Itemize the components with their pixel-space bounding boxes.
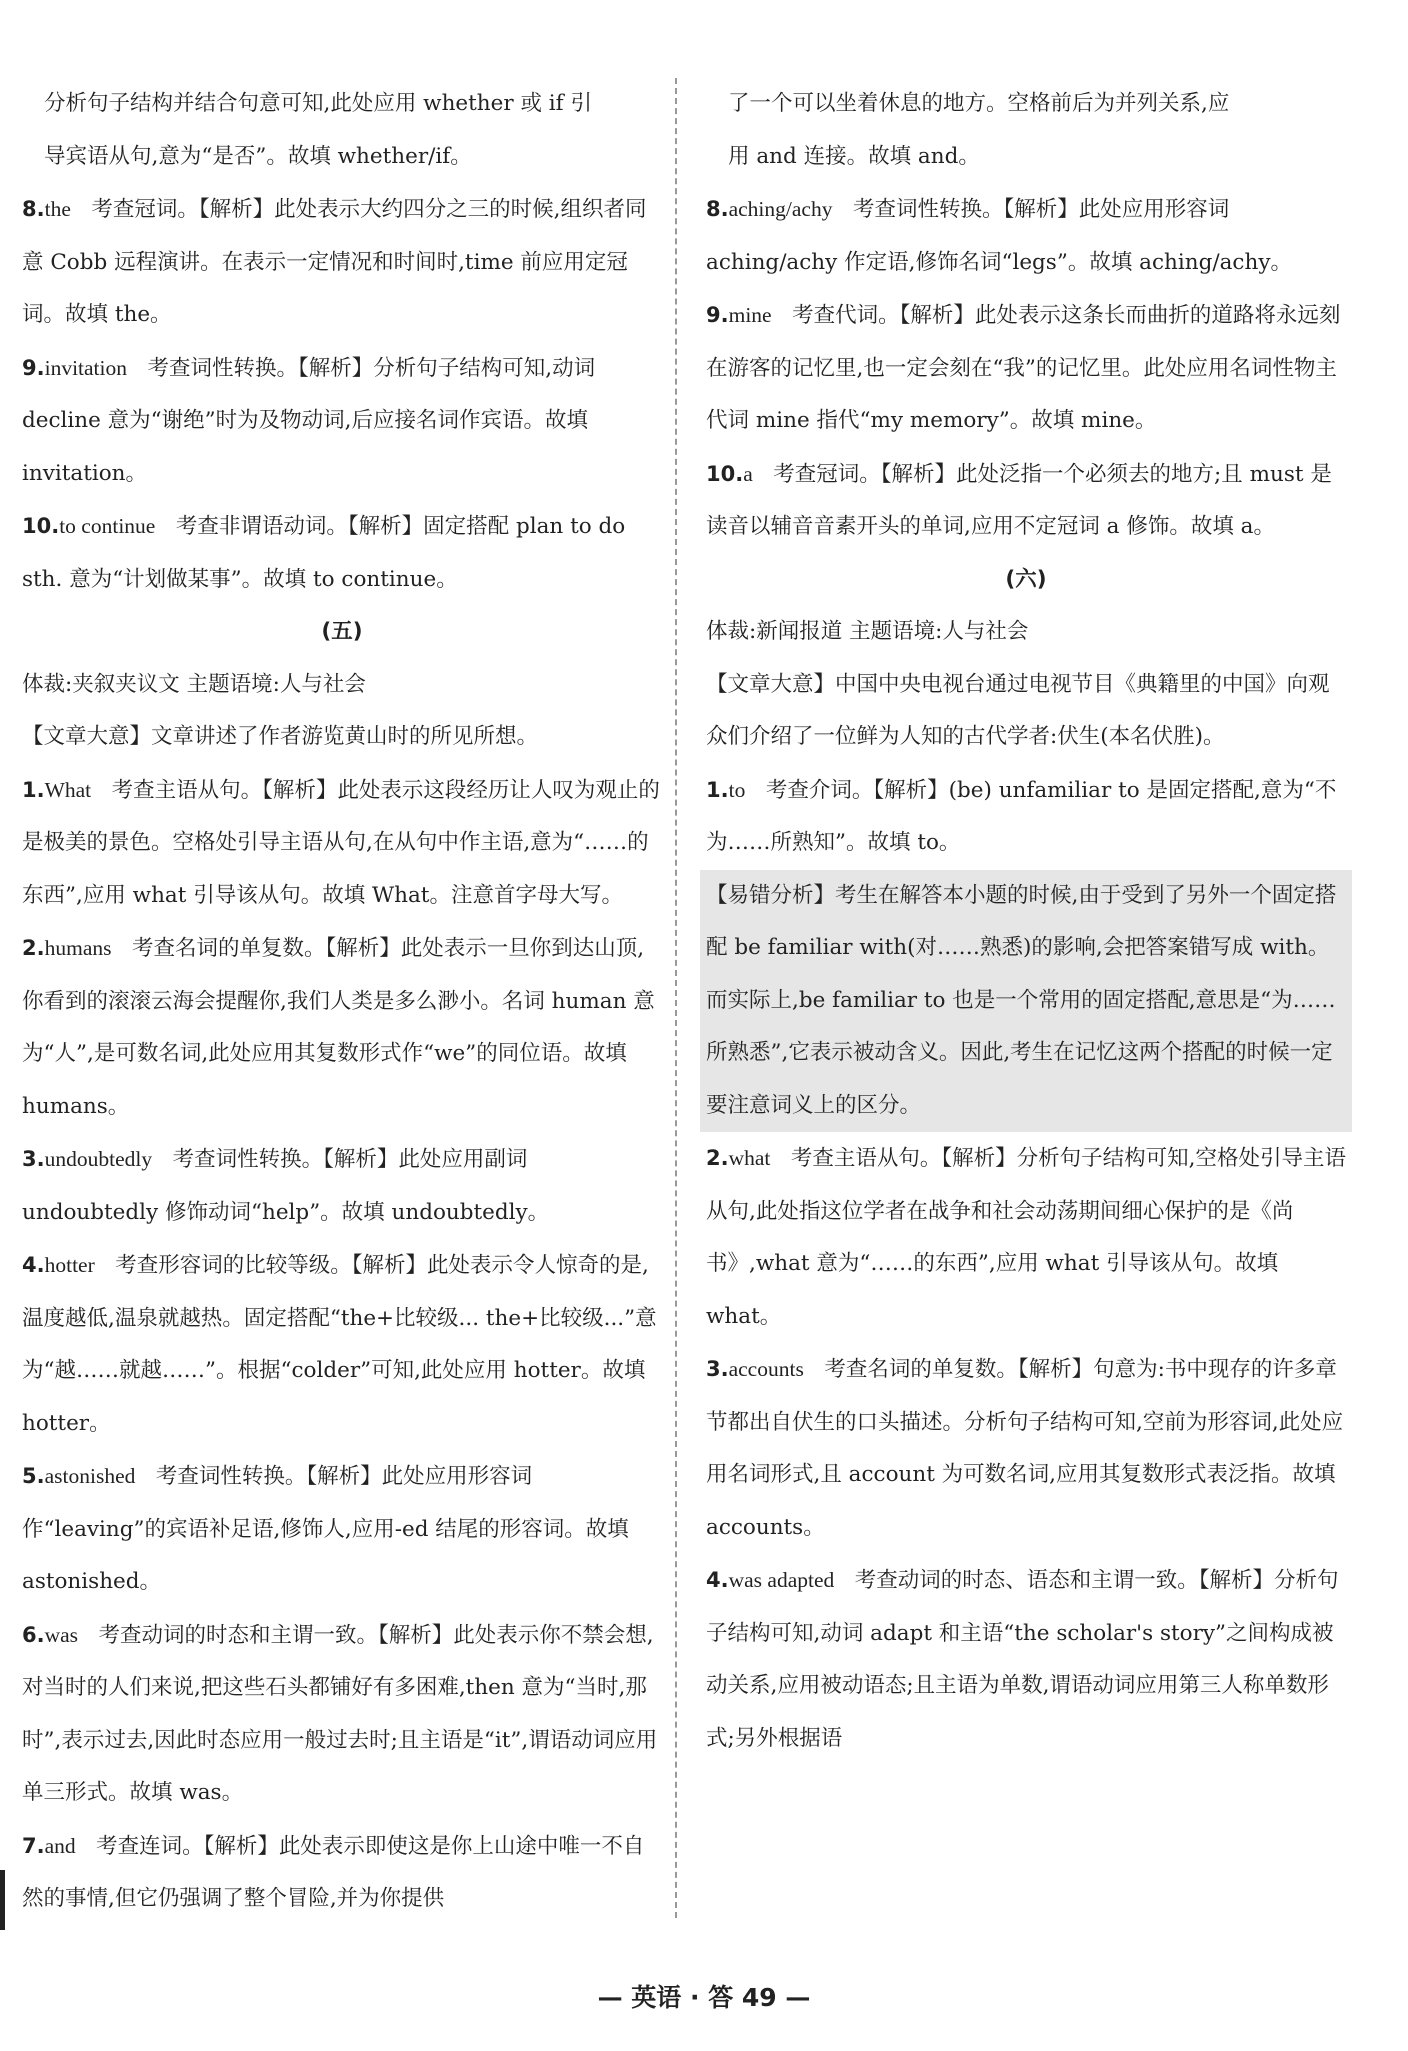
answer-item-9: 9.mine 考查代词。【解析】此处表示这条长而曲折的道路将永远刻在游客的记忆里,也一定会刻在“我”的记忆里。此处应用名词性物主代词 mine 指代“my memory”。故填 mine。 [706, 303, 1341, 433]
answer-item-3: 3.undoubtedly 考查词性转换。【解析】此处应用副词 undoubtedly 修饰动词“help”。故填 undoubtedly。 [22, 1147, 550, 1225]
answer-item-7: 7.and 考查连词。【解析】此处表示即使这是你上山途中唯一不自然的事情,但它仍强调了整个冒险,并为你提供 [22, 1833, 645, 1911]
column-divider [675, 78, 677, 1918]
answer-item-1: 1.to 考查介词。【解析】(be) unfamiliar to 是固定搭配,意为“不为……所熟知”。故填 to。 [706, 777, 1337, 855]
answer-item-10: 10.a 考查冠词。【解析】此处泛指一个必须去的地方;且 must 是读音以辅音音素开头的单词,应用不定冠词 a 修饰。故填 a。 [706, 461, 1332, 539]
continuation-line: 了一个可以坐着休息的地方。空格前后为并列关系,应 [728, 91, 1230, 116]
answer-item-8: 8.aching/achy 考查词性转换。【解析】此处应用形容词 aching/achy 作定语,修饰名词“legs”。故填 aching/achy。 [706, 197, 1292, 275]
answer-item-10: 10.to continue 考查非谓语动词。【解析】固定搭配 plan to do sth. 意为“计划做某事”。故填 to continue。 [22, 514, 626, 592]
answer-item-9: 9.invitation 考查词性转换。【解析】分析句子结构可知,动词 decline 意为“谢绝”时为及物动词,后应接名词作宾语。故填 invitation。 [22, 355, 596, 486]
section-title: (六) [1005, 566, 1047, 592]
left-column [22, 78, 662, 1926]
genre-line: 体裁:夹叙夹议文 主题语境:人与社会 [22, 671, 366, 697]
article-summary: 【文章大意】中国中央电视台通过电视节目《典籍里的中国》向观众们介绍了一位鲜为人知的古代学者:伏生(本名伏胜)。 [706, 671, 1330, 749]
answer-item-1: 1.What 考查主语从句。【解析】此处表示这段经历让人叹为观止的是极美的景色。空格处引导主语从句,在从句中作主语,意为“……的东西”,应用 what 引导该从句。故填 What。注意首字母大写。 [22, 777, 660, 908]
answer-item-2: 2.humans 考查名词的单复数。【解析】此处表示一旦你到达山顶,你看到的滚滚云海会提醒你,我们人类是多么渺小。名词 human 意为“人”,是可数名词,此处应用其复数形式作“we”的同位语。故填 humans。 [22, 936, 655, 1119]
article-summary: 【文章大意】文章讲述了作者游览黄山时的所见所想。 [22, 724, 539, 749]
continuation-line: 用 and 连接。故填 and。 [728, 143, 980, 169]
answer-item-6: 6.was 考查动词的时态和主谓一致。【解析】此处表示你不禁会想,对当时的人们来说,把这些石头都铺好有多困难,then 意为“当时,那时”,表示过去,因此时态应用一般过去时;且主语是“it”,谓语动词应用单三形式。故填 was。 [22, 1622, 658, 1805]
answer-item-5: 5.astonished 考查词性转换。【解析】此处应用形容词作“leaving”的宾语补足语,修饰人,应用-ed 结尾的形容词。故填 astonished。 [22, 1464, 629, 1594]
right-column [706, 78, 1346, 1765]
answer-item-4: 4.hotter 考查形容词的比较等级。【解析】此处表示令人惊奇的是,温度越低,温泉就越热。固定搭配“the+比较级... the+比较级...”意为“越……就越……”。根据“colder”可知,此处应用 hotter。故填 hotter。 [22, 1253, 657, 1436]
continuation-line: 分析句子结构并结合句意可知,此处应用 whether 或 if 引 [44, 91, 592, 116]
page-footer: — 英语 · 答 49 — [597, 1983, 811, 2012]
edge-mark [0, 1870, 5, 1930]
answer-item-3: 3.accounts 考查名词的单复数。【解析】句意为:书中现存的许多章节都出自伏生的口头描述。分析句子结构可知,空前为形容词,此处应用名词形式,且 account 为可数名词,应用其复数形式表泛指。故填 accounts。 [706, 1357, 1344, 1540]
genre-line: 体裁:新闻报道 主题语境:人与社会 [706, 619, 1029, 644]
answer-item-4: 4.was adapted 考查动词的时态、语态和主谓一致。【解析】分析句子结构可知,动词 adapt 和主语“the scholar's story”之间构成被动关系,应用被动语态;且主语为单数,谓语动词应用第三人称单数形式;另外根据语 [706, 1568, 1339, 1751]
error-analysis-note: 【易错分析】考生在解答本小题的时候,由于受到了另外一个固定搭配 be familiar with(对……熟悉)的影响,会把答案错写成 with。而实际上,be familiar to 也是一个常用的固定搭配,意思是“为……所熟悉”,它表示被动含义。因此,考生在记忆这两个搭配的时候一定要注意词义上的区分。 [700, 870, 1352, 1133]
continuation-line: 导宾语从句,意为“是否”。故填 whether/if。 [44, 143, 472, 169]
answer-item-8: 8.the 考查冠词。【解析】此处表示大约四分之三的时候,组织者同意 Cobb 远程演讲。在表示一定情况和时间时,time 前应用定冠词。故填 the。 [22, 197, 647, 327]
section-title: (五) [321, 619, 363, 644]
answer-item-2: 2.what 考查主语从句。【解析】分析句子结构可知,空格处引导主语从句,此处指这位学者在战争和社会动荡期间细心保护的是《尚书》,what 意为“……的东西”,应用 what 引导该从句。故填 what。 [706, 1146, 1346, 1329]
